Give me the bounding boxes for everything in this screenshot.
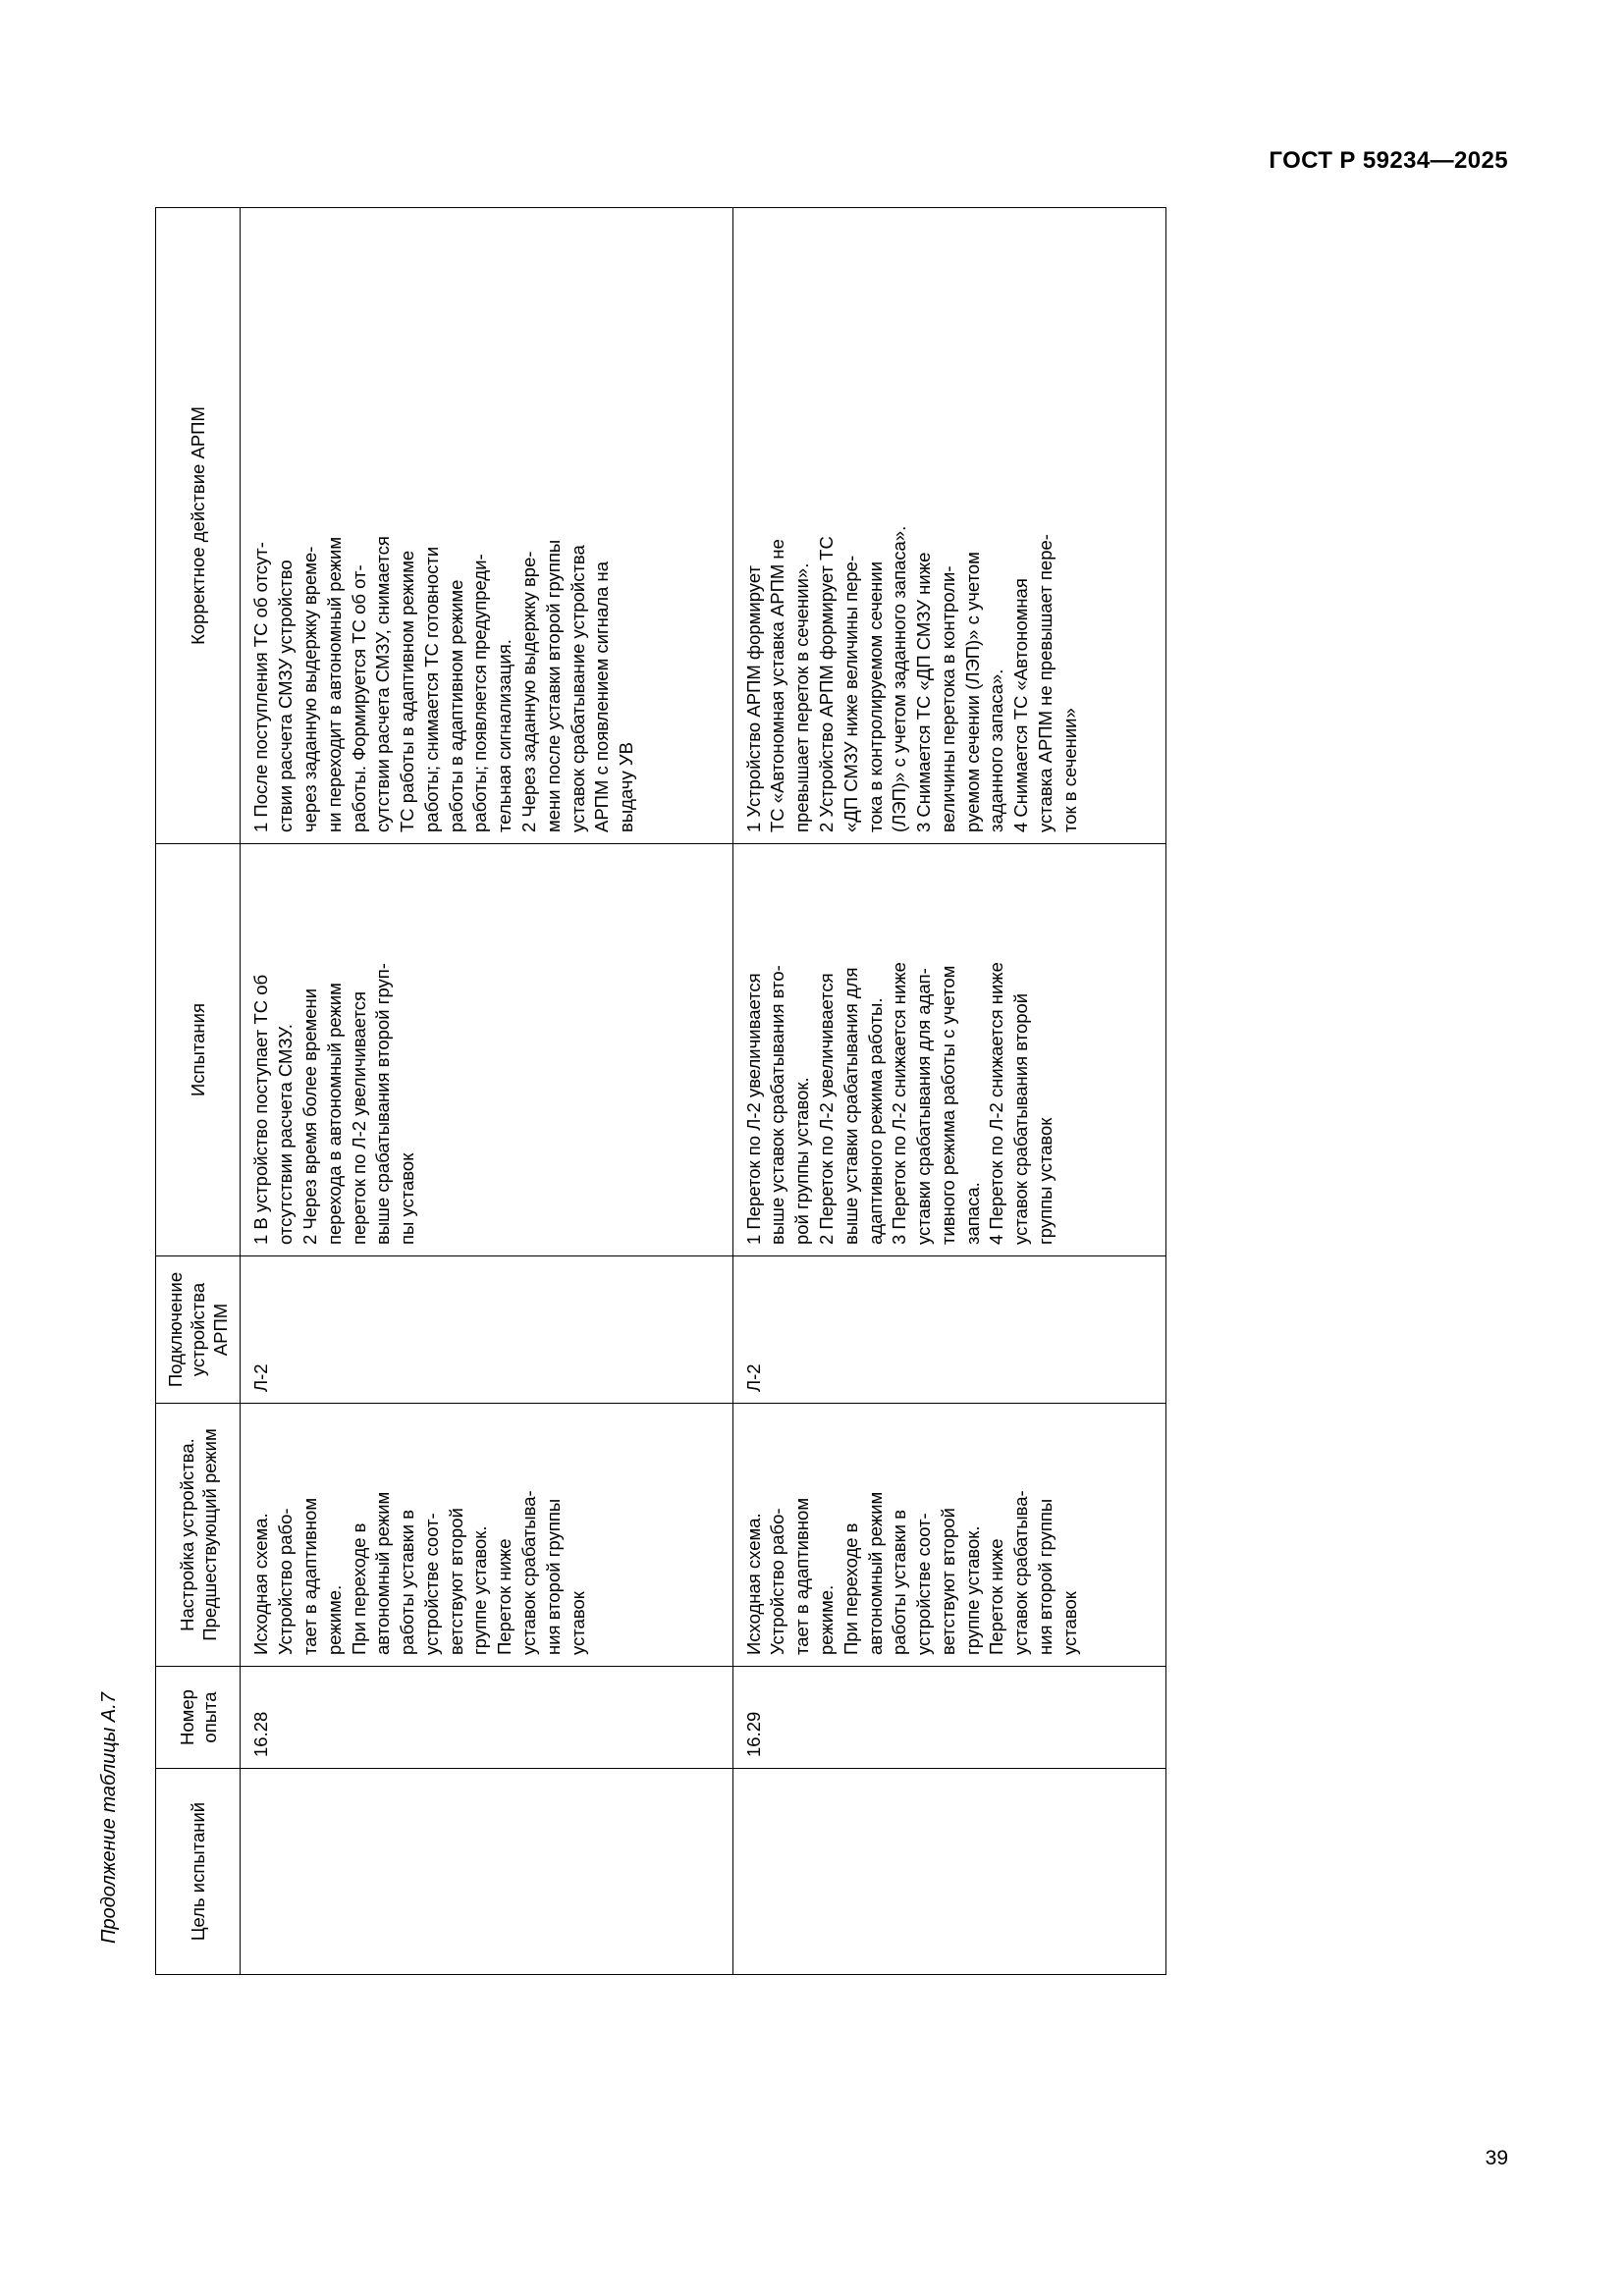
- standard-header: ГОСТ Р 59234—2025: [1269, 147, 1508, 174]
- cell-setup: Исходная схема. Устройство рабо- тает в адаптивном режиме. При переходе в автономный режим работы уставки в устройстве соот- ветствуют второй группе уставок. Переток ниже уставок срабатыва- ния второй группы уставок: [241, 1404, 732, 1667]
- column-header-action: Корректное действие АРПМ: [156, 208, 241, 844]
- cell-number: 16.29: [732, 1667, 1165, 1769]
- column-header-goal: Цель испытаний: [156, 1769, 241, 1975]
- table-row: [732, 208, 1165, 1975]
- cell-goal: [732, 1769, 1165, 1975]
- cell-goal: [241, 1769, 732, 1975]
- cell-setup: Исходная схема. Устройство рабо- тает в адаптивном режиме. При переходе в автономный режим работы уставки в устройстве соот- ветствуют второй группе уставок. Переток ниже уставок срабатыва- ния второй группы уставок: [732, 1404, 1165, 1667]
- cell-tests: 1 В устройство поступает ТС об отсутствии расчета СМЗУ. 2 Через время более времени перехода в автономный режим переток по Л-2 увеличивается выше срабатывания второй груп- пы уставок: [241, 844, 732, 1256]
- page-number: 39: [1485, 2147, 1508, 2169]
- cell-number: 16.28: [241, 1667, 732, 1769]
- column-header-connection: Подключение устройства АРПМ: [156, 1256, 241, 1404]
- test-program-table: [155, 207, 1166, 1975]
- cell-action: 1 После поступления ТС об отсут- ствии расчета СМЗУ устройство через заданную выдержку време- ни переходит в автономный режим работы. Формируется ТС об от- сутствии расчета СМЗУ, снимается ТС работы в адаптивном режиме работы; снимается ТС готовности работы в адаптивном режиме работы; появляется предупреди- тельная сигнализация. 2 Через заданную выдержку вре- мени после уставки второй группы уставок срабатывание устройства АРПМ с появлением сигнала на выдачу УВ: [241, 208, 732, 844]
- cell-connection: Л-2: [241, 1256, 732, 1404]
- table-row: [241, 208, 732, 1975]
- table-header-row: [156, 208, 241, 1975]
- table-body: [241, 208, 1166, 1975]
- cell-action: 1 Устройство АРПМ формирует ТС «Автономная уставка АРПМ не превышает переток в сечении». 2 Устройство АРПМ формирует ТС «ДП СМЗУ ниже величины пере- тока в контролируемом сечении (ЛЭП)» с учетом заданного запаса». 3 Снимается ТС «ДП СМЗУ ниже величины перетока в контроли- руемом сечении (ЛЭП)» с учетом заданного запаса». 4 Снимается ТС «Автономная уставка АРПМ не превышает пере- ток в сечении»: [732, 208, 1165, 844]
- column-header-tests: Испытания: [156, 844, 241, 1256]
- table-continuation-label: Продолжение таблицы А.7: [98, 1692, 120, 1944]
- cell-tests: 1 Переток по Л-2 увеличивается выше уставок срабатывания вто- рой группы уставок. 2 Переток по Л-2 увеличивается выше уставки срабатывания для адаптивного режима работы. 3 Переток по Л-2 снижается ниже уставки срабатывания для адап- тивного режима работы с учетом запаса. 4 Переток по Л-2 снижается ниже уставок срабатывания второй группы уставок: [732, 844, 1165, 1256]
- table-container: [155, 208, 1166, 1975]
- column-header-setup: Настройка устройства. Предшествующий режим: [156, 1404, 241, 1667]
- cell-connection: Л-2: [732, 1256, 1165, 1404]
- column-header-number: Номер опыта: [156, 1667, 241, 1769]
